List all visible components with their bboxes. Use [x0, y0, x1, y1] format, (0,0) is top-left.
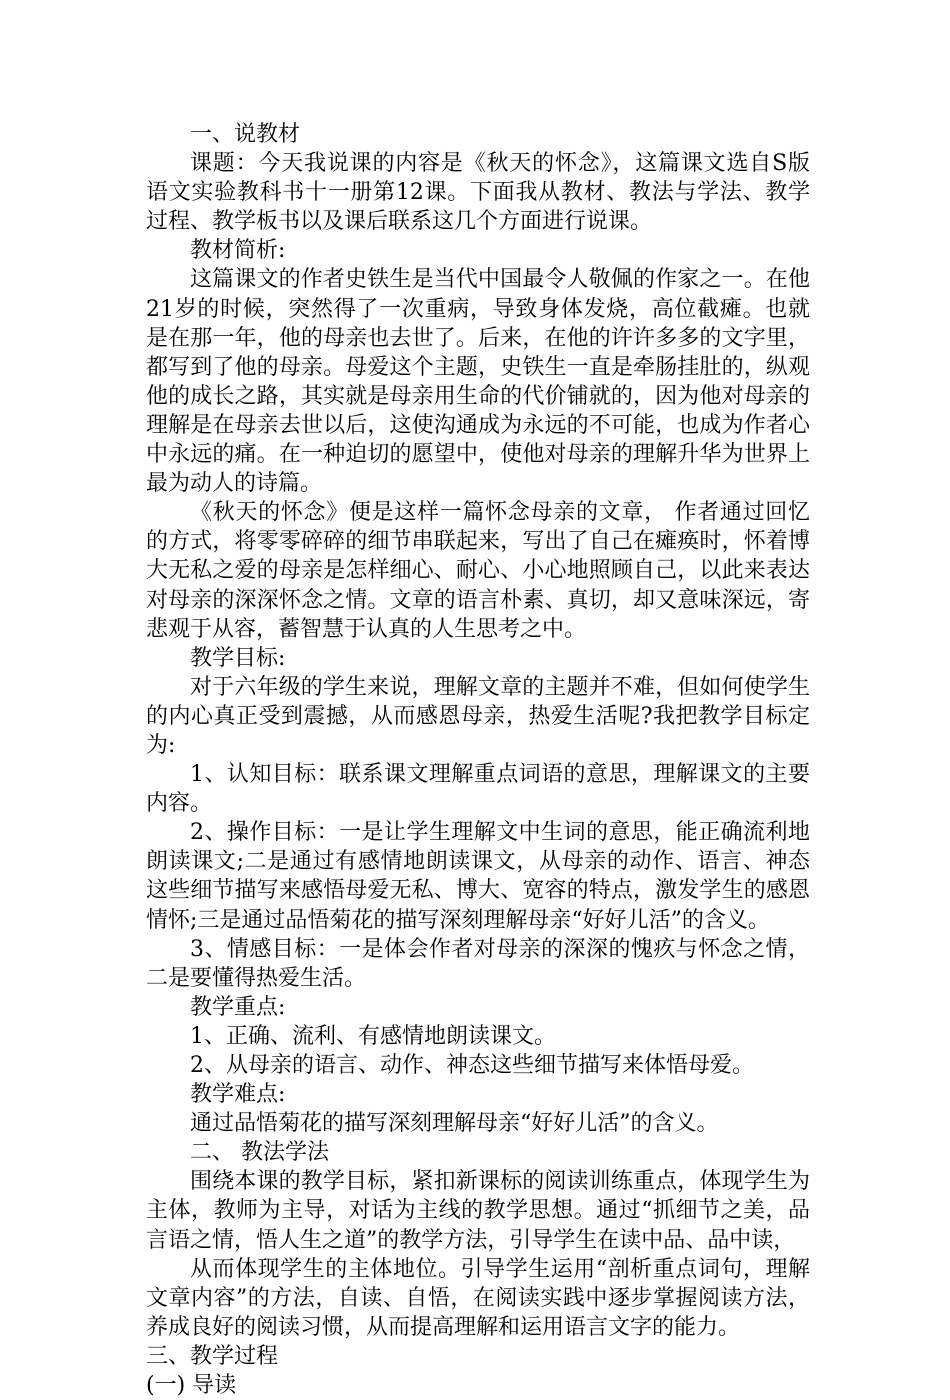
- list-item-key-point-1: 1、正确、流利、有感情地朗读课文。: [190, 1023, 556, 1049]
- subheading-key-points: 教学重点:: [190, 994, 286, 1020]
- paragraph-difficulty: 通过品悟菊花的描写深刻理解母亲“好好儿活”的含义。: [190, 1111, 719, 1137]
- paragraph-methods-2: 从而体现学生的主体地位。引导学生运用“剖析重点词句，理解文章内容”的方法，自读、自悟，在阅读实践中逐步掌握阅读方法，养成良好的阅读习惯，从而提高理解和运用语言文字的能力。: [146, 1256, 810, 1340]
- paragraph-author-background: 这篇课文的作者史铁生是当代中国最令人敬佩的作家之一。在他21岁的时候，突然得了一次重病，导致身体发烧，高位截瘫。也就是在那一年，他的母亲也去世了。后来，在他的许许多多的文字里，都写到了他的母亲。母爱这个主题，史铁生一直是牵肠挂肚的，纵观他的成长之路，其实就是母亲用生命的代价铺就的，因为他对母亲的理解是在母亲去世以后，这使沟通成为永远的不可能，也成为作者心中永远的痛。在一种迫切的愿望中，使他对母亲的理解升华为世界上最为动人的诗篇。: [146, 267, 810, 497]
- section-heading-1: 一、说教材: [190, 122, 301, 147]
- paragraph-topic: 课题：今天我说课的内容是《秋天的怀念》，这篇课文选自S版语文实验教科书十一册第12课。下面我从教材、教法与学法、教学过程、教学板书以及课后联系这几个方面进行说课。: [146, 151, 810, 235]
- paragraph-text-summary: 《秋天的怀念》便是这样一篇怀念母亲的文章， 作者通过回忆的方式，将零零碎碎的细节串联起来，写出了自己在瘫痪时，怀着博大无私之爱的母亲是怎样细心、耐心、小心地照顾自己，以此来表达对母亲的深深怀念之情。文章的语言朴素、真切，却又意味深远，寄悲观于从容，蓄智慧于认真的人生思考之中。: [146, 500, 810, 642]
- list-item-cognitive-goal: 1、认知目标：联系课文理解重点词语的意思，理解课文的主要内容。: [146, 762, 810, 817]
- list-item-key-point-2: 2、从母亲的语言、动作、神态这些细节描写来体悟母爱。: [190, 1053, 754, 1078]
- paragraph-goals-intro: 对于六年级的学生来说，理解文章的主题并不难，但如何使学生的内心真正受到震撼，从而感恩母亲，热爱生活呢?我把教学目标定为:: [146, 674, 810, 758]
- subheading-difficulties: 教学难点:: [190, 1082, 286, 1108]
- list-item-operational-goal: 2、操作目标：一是让学生理解文中生词的意思，能正确流利地朗读课文;二是通过有感情地朗读课文，从母亲的动作、语言、神态这些细节描写来感悟母爱无私、博大、宽容的特点，激发学生的感恩情怀;三是通过品悟菊花的描写深刻理解母亲“好好儿活”的含义。: [146, 820, 810, 933]
- subheading-teaching-goals: 教学目标:: [190, 645, 286, 671]
- subheading-material-analysis: 教材简析:: [190, 238, 286, 264]
- document-body: [146, 120, 810, 1400]
- paragraph-methods-1: 围绕本课的教学目标，紧扣新课标的阅读训练重点，体现学生为主体，教师为主导，对话为主线的教学思想。通过“抓细节之美，品言语之情，悟人生之道”的教学方法，引导学生在读中品、品中读，: [146, 1169, 810, 1253]
- section-heading-3: 三、教学过程: [146, 1343, 279, 1369]
- subsection-heading-lead-in: (一) 导读: [146, 1373, 237, 1399]
- section-heading-2: 二、 教法学法: [190, 1140, 329, 1166]
- list-item-emotional-goal: 3、情感目标：一是体会作者对母亲的深深的愧疚与怀念之情，二是要懂得热爱生活。: [146, 936, 810, 991]
